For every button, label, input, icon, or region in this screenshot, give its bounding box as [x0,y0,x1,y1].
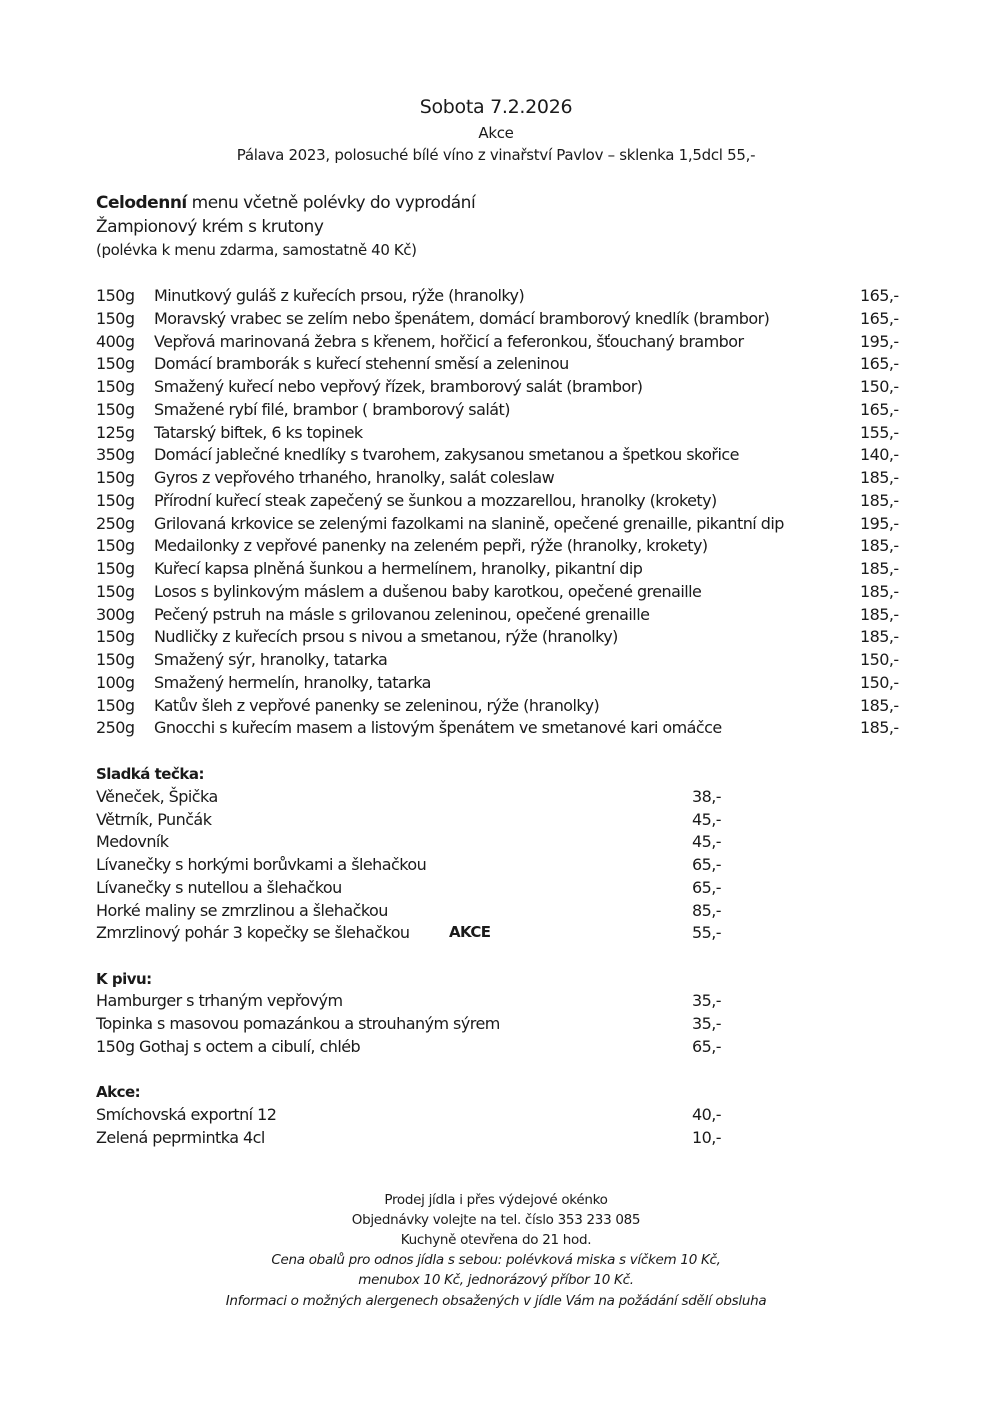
menu-item-price: 165,- [860,286,899,305]
item-price: 85,- [692,900,722,920]
menu-item [96,718,906,740]
menu-item-price: 185,- [860,536,899,556]
desserts-item [96,878,736,900]
item-name: Topinka s masovou pomazánkou a strouhaným sýrem [96,1014,500,1033]
menu-item-weight: 150g [96,286,135,305]
item-name: Smíchovská exportní 12 [96,1105,277,1124]
menu-item-weight: 350g [96,445,135,465]
menu-item [96,332,906,354]
menu-item-price: 185,- [860,581,899,601]
promo-label: Akce [478,124,514,142]
desserts-item [96,810,736,832]
promotions-item [96,1128,736,1150]
menu-item [96,354,906,376]
menu-item-price: 165,- [860,399,899,419]
menu-item-weight: 400g [96,331,135,351]
menu-item-weight: 150g [96,399,135,419]
menu-item-weight: 150g [96,581,135,601]
item-name: Větrník, Punčák [96,809,212,829]
menu-item-name: Pečený pstruh na másle s grilovanou zeleninou, opečené grenaille [154,604,650,624]
menu-item [96,559,906,581]
menu-item-name: Smažený kuřecí nebo vepřový řízek, bramborový salát (brambor) [154,377,643,396]
menu-item-name: Minutkový guláš z kuřecích prsou, rýže (hranolky) [154,286,525,305]
menu-item-name: Smažený sýr, hranolky, tatarka [154,650,388,669]
menu-item-weight: 250g [96,718,135,738]
item-price: 65,- [692,855,722,875]
item-name: Hamburger s trhaným vepřovým [96,991,343,1010]
item-name: Horké maliny se zmrzlinou a šlehačkou [96,900,388,920]
menu-item [96,309,906,331]
footer-allergen-note: Informaci o možných alergenech obsažených v jídle Vám na požádání sdělí obsluha [225,1293,767,1309]
menu-item-name: Nudličky z kuřecích prsou s nivou a smetanou, rýže (hranolky) [154,627,618,647]
menu-item-price: 155,- [860,422,899,442]
desserts-item [96,901,736,923]
menu-item [96,400,906,422]
menu-item-weight: 150g [96,695,135,715]
menu-item [96,673,906,695]
desserts-item [96,787,736,809]
menu-item-price: 195,- [860,513,899,533]
menu-item-price: 165,- [860,354,899,374]
footer-takeaway-window: Prodej jídla i přes výdejové okénko [384,1192,608,1208]
menu-item [96,423,906,445]
menu-item-name: Smažené rybí filé, brambor ( bramborový salát) [154,399,510,419]
menu-item-name: Losos s bylinkovým máslem a dušenou baby karotkou, opečené grenaille [154,581,702,601]
menu-item-weight: 150g [96,354,135,374]
menu-item-weight: 125g [96,422,135,442]
menu-item-name: Tatarský biftek, 6 ks topinek [154,422,363,442]
promotions-heading: Akce: [96,1083,141,1101]
soup-of-day: Žampionový krém s krutony [96,217,324,237]
beer-snacks-item [96,1037,736,1059]
menu-item-weight: 300g [96,604,135,624]
item-name: Lívanečky s nutellou a šlehačkou [96,877,342,897]
menu-item [96,696,906,718]
menu-item-weight: 150g [96,490,135,510]
page-title: Sobota 7.2.2026 [419,96,573,118]
menu-item-name: Kuřecí kapsa plněná šunkou a hermelínem, hranolky, pikantní dip [154,559,643,578]
menu-item [96,650,906,672]
menu-item-weight: 150g [96,559,135,578]
menu-item-weight: 150g [96,650,135,669]
menu-item-price: 185,- [860,559,899,578]
daily-menu-heading [96,193,475,213]
item-price: 35,- [692,1014,722,1033]
menu-item [96,627,906,649]
menu-item-price: 140,- [860,445,899,465]
beer-snacks-item [96,991,736,1013]
menu-item-price: 185,- [860,468,899,487]
beer-snacks-item [96,1014,736,1036]
menu-item-price: 150,- [860,672,899,692]
menu-item-weight: 150g [96,468,135,487]
menu-item-name: Medailonky z vepřové panenky na zeleném pepři, rýže (hranolky, krokety) [154,536,708,556]
desserts-heading: Sladká tečka: [96,765,204,783]
menu-item-price: 150,- [860,650,899,669]
item-price: 55,- [692,923,722,943]
menu-item [96,377,906,399]
item-name: Věneček, Špička [96,787,218,806]
menu-item [96,468,906,490]
item-price: 65,- [692,877,722,897]
menu-item-price: 185,- [860,490,899,510]
desserts-item [96,832,736,854]
daily-menu-heading-rest: menu včetně polévky do vyprodání [186,193,476,213]
promo-badge: AKCE [449,923,491,942]
footer-phone-orders: Objednávky volejte na tel. číslo 353 233 085 [351,1212,641,1228]
menu-item-price: 195,- [860,331,899,351]
menu-item [96,286,906,308]
menu-item-name: Domácí jablečné knedlíky s tvarohem, zakysanou smetanou a špetkou skořice [154,445,739,465]
footer-packaging-prices-cont: menubox 10 Kč, jednorázový příbor 10 Kč. [358,1272,634,1288]
menu-item-price: 185,- [860,627,899,647]
item-name: 150g Gothaj s octem a cibulí, chléb [96,1037,361,1056]
menu-item-name: Grilovaná krkovice se zelenými fazolkami na slanině, opečené grenaille, pikantní dip [154,513,784,533]
desserts-item [96,923,736,945]
menu-item-name: Smažený hermelín, hranolky, tatarka [154,672,431,692]
menu-item-name: Katův šleh z vepřové panenky se zeleninou, rýže (hranolky) [154,695,600,715]
item-name: Lívanečky s horkými borůvkami a šlehačkou [96,855,427,875]
menu-item-name: Vepřová marinovaná žebra s křenem, hořčicí a feferonkou, šťouchaný brambor [154,331,744,351]
menu-item-price: 185,- [860,695,899,715]
menu-item-price: 185,- [860,718,899,738]
item-name: Zmrzlinový pohár 3 kopečky se šlehačkou [96,923,410,943]
menu-item-weight: 150g [96,536,135,556]
item-price: 40,- [692,1105,722,1124]
item-price: 35,- [692,991,722,1010]
daily-menu-heading-bold: Celodenní [96,193,187,213]
menu-item-weight: 250g [96,513,135,533]
beer-snacks-heading: K pivu: [96,970,152,988]
footer-packaging-prices: Cena obalů pro odnos jídla s sebou: polévková miska s víčkem 10 Kč, [271,1252,721,1268]
item-price: 38,- [692,787,722,806]
menu-item-name: Přírodní kuřecí steak zapečený se šunkou a mozzarellou, hranolky (krokety) [154,490,717,510]
menu-item [96,514,906,536]
item-name: Medovník [96,832,169,852]
item-price: 10,- [692,1128,722,1147]
menu-item-weight: 150g [96,627,135,647]
menu-item [96,491,906,513]
item-name: Zelená peprmintka 4cl [96,1128,265,1147]
item-price: 45,- [692,832,722,852]
menu-item [96,445,906,467]
footer-kitchen-hours: Kuchyně otevřena do 21 hod. [400,1232,592,1248]
promotions-item [96,1105,736,1127]
menu-item [96,605,906,627]
menu-item [96,582,906,604]
menu-item-price: 185,- [860,604,899,624]
menu-item-name: Domácí bramborák s kuřecí stehenní směsí a zeleninou [154,354,569,374]
menu-item-price: 150,- [860,377,899,396]
soup-note: (polévka k menu zdarma, samostatně 40 Kč) [96,241,417,259]
menu-item-weight: 150g [96,308,135,328]
menu-item-name: Moravský vrabec se zelím nebo špenátem, domácí bramborový knedlík (brambor) [154,308,770,328]
menu-item-weight: 150g [96,377,135,396]
menu-item [96,536,906,558]
item-price: 45,- [692,809,722,829]
promo-line: Pálava 2023, polosuché bílé víno z vinařství Pavlov – sklenka 1,5dcl 55,- [236,146,756,164]
menu-item-name: Gnocchi s kuřecím masem a listovým špenátem ve smetanové kari omáčce [154,718,722,738]
menu-item-price: 165,- [860,308,899,328]
menu-item-name: Gyros z vepřového trhaného, hranolky, salát coleslaw [154,468,555,487]
menu-item-weight: 100g [96,672,135,692]
desserts-item [96,855,736,877]
item-price: 65,- [692,1037,722,1056]
